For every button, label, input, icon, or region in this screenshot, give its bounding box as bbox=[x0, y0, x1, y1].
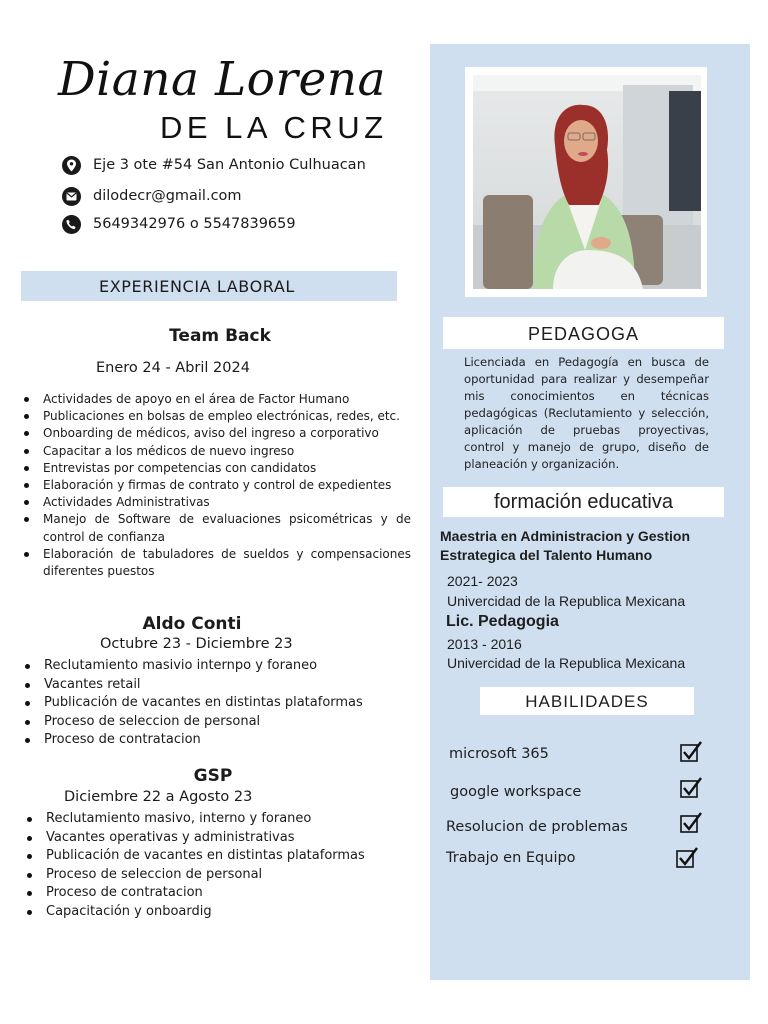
degree-school: Univercidad de la Republica Mexicana bbox=[447, 593, 686, 609]
degree-school: Univercidad de la Republica Mexicana bbox=[447, 655, 686, 671]
skill-item: google workspace bbox=[450, 784, 582, 800]
phone-text: 5649342976 o 5547839659 bbox=[93, 216, 296, 232]
list-item: Manejo de Software de evaluaciones psicométricas y de control de confianza bbox=[21, 511, 411, 545]
checkbox-checked-icon bbox=[680, 777, 702, 799]
job-duties-list bbox=[22, 657, 402, 750]
list-item: Actividades de apoyo en el área de Factor Humano bbox=[21, 391, 411, 408]
job-company: Team Back bbox=[169, 326, 271, 346]
location-pin-icon bbox=[62, 156, 81, 175]
profile-heading: PEDAGOGA bbox=[443, 317, 724, 349]
profile-summary: Licenciada en Pedagogía en busca de oportunidad para realizar y desempeñar mis conocimientos en técnicas pedagógicas (Reclutamiento y selección, aplicación de pruebas proyectivas, control y manejo de grupo, diseño de planeación y organización. bbox=[464, 355, 709, 471]
list-item: Vacantes retail bbox=[22, 676, 402, 695]
phone-icon bbox=[62, 215, 81, 234]
job-dates: Octubre 23 - Diciembre 23 bbox=[100, 636, 293, 652]
job-dates: Enero 24 - Abril 2024 bbox=[96, 360, 250, 376]
job-duties-list bbox=[24, 810, 404, 922]
contact-email bbox=[62, 185, 242, 207]
email-text: dilodecr@gmail.com bbox=[93, 188, 242, 204]
checkbox-checked-icon bbox=[680, 812, 702, 834]
list-item: Publicaciones en bolsas de empleo electrónicas, redes, etc. bbox=[21, 408, 411, 425]
job-company: GSP bbox=[193, 766, 233, 786]
list-item: Publicación de vacantes en distintas plataformas bbox=[24, 847, 404, 866]
list-item: Capacitar a los médicos de nuevo ingreso bbox=[21, 443, 411, 460]
skill-item: Trabajo en Equipo bbox=[446, 850, 576, 866]
checkbox-checked-icon bbox=[676, 847, 698, 869]
list-item: Elaboración de tabuladores de sueldos y compensaciones diferentes puestos bbox=[21, 546, 411, 580]
name-last: DE LA CRUZ bbox=[160, 110, 388, 145]
list-item: Capacitación y onboardig bbox=[24, 903, 404, 922]
degree-years: 2013 - 2016 bbox=[447, 636, 522, 652]
contact-address bbox=[62, 154, 366, 176]
list-item: Proceso de contratacion bbox=[24, 884, 404, 903]
profile-photo bbox=[473, 75, 701, 289]
list-item: Publicación de vacantes en distintas plataformas bbox=[22, 694, 402, 713]
address-text: Eje 3 ote #54 San Antonio Culhuacan bbox=[93, 157, 366, 173]
contact-phone bbox=[62, 213, 296, 235]
list-item: Proceso de seleccion de personal bbox=[24, 866, 404, 885]
skills-heading: HABILIDADES bbox=[480, 687, 694, 715]
skill-item: Resolucion de problemas bbox=[446, 819, 628, 835]
job-duties-list bbox=[21, 391, 411, 580]
list-item: Reclutamiento masivo, interno y foraneo bbox=[24, 810, 404, 829]
checkbox-checked-icon bbox=[680, 741, 702, 763]
list-item: Actividades Administrativas bbox=[21, 494, 411, 511]
skill-item: microsoft 365 bbox=[449, 746, 549, 762]
list-item: Onboarding de médicos, aviso del ingreso a corporativo bbox=[21, 425, 411, 442]
job-company: Aldo Conti bbox=[142, 614, 242, 634]
experience-heading: EXPERIENCIA LABORAL bbox=[21, 271, 397, 301]
list-item: Proceso de contratacion bbox=[22, 731, 402, 750]
degree-years: 2021- 2023 bbox=[447, 573, 518, 589]
email-icon bbox=[62, 187, 81, 206]
name-first: Diana Lorena bbox=[58, 52, 387, 107]
list-item: Entrevistas por competencias con candidatos bbox=[21, 460, 411, 477]
degree-title: Estrategica del Talento Humano bbox=[440, 547, 653, 563]
degree-title: Lic. Pedagogia bbox=[446, 613, 559, 630]
education-heading: formación educativa bbox=[443, 487, 724, 517]
list-item: Reclutamiento masivio internpo y foraneo bbox=[22, 657, 402, 676]
list-item: Elaboración y firmas de contrato y control de expedientes bbox=[21, 477, 411, 494]
list-item: Proceso de seleccion de personal bbox=[22, 713, 402, 732]
job-dates: Diciembre 22 a Agosto 23 bbox=[64, 789, 253, 805]
list-item: Vacantes operativas y administrativas bbox=[24, 829, 404, 848]
degree-title: Maestria en Administracion y Gestion bbox=[440, 528, 690, 544]
